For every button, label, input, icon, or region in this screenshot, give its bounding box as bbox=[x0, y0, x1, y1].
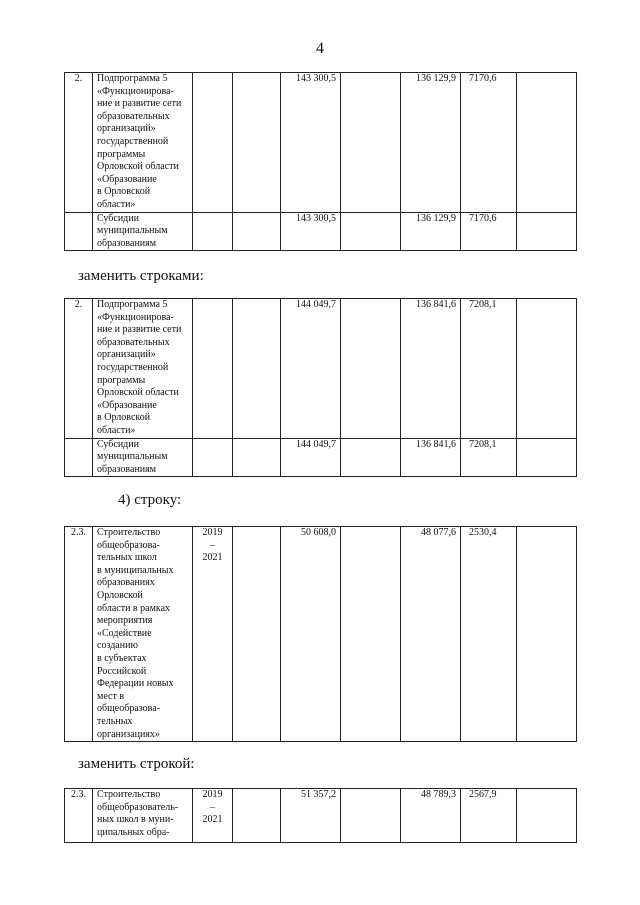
table-cell bbox=[233, 73, 281, 213]
row-description: Подпрограмма 5 «Функционирова- ние и развитие сети образовательных организаций» государственной программы Орловской области «Образование в Орловской области» bbox=[93, 73, 193, 213]
row-number: 2.3. bbox=[65, 527, 93, 742]
table-cell bbox=[233, 438, 281, 477]
municipal-amount: 7208,1 bbox=[461, 299, 517, 439]
table-cell bbox=[517, 527, 577, 742]
table-cell bbox=[233, 527, 281, 742]
row-number: 2. bbox=[65, 73, 93, 213]
regional-amount: 136 129,9 bbox=[401, 73, 461, 213]
table-row bbox=[65, 212, 577, 251]
row-description: Субсидии муниципальным образованиям bbox=[93, 438, 193, 477]
table-cell bbox=[517, 789, 577, 843]
row-period: 2019 – 2021 bbox=[193, 527, 233, 742]
total-amount: 50 608,0 bbox=[281, 527, 341, 742]
table-cell bbox=[517, 73, 577, 213]
table-cell bbox=[341, 527, 401, 742]
table-cell bbox=[341, 73, 401, 213]
table-row bbox=[65, 438, 577, 477]
table-cell bbox=[233, 299, 281, 439]
municipal-amount: 7208,1 bbox=[461, 438, 517, 477]
total-amount: 144 049,7 bbox=[281, 299, 341, 439]
row-number bbox=[65, 212, 93, 251]
row-number bbox=[65, 438, 93, 477]
municipal-amount: 7170,6 bbox=[461, 73, 517, 213]
row-description: Строительство общеобразователь- ных школ в муни- ципальных обра- bbox=[93, 789, 193, 843]
table-cell bbox=[341, 212, 401, 251]
row-description: Строительство общеобразова- тельных школ в муниципальных образованиях Орловской области в рамках мероприятия «Содействие созданию в субъектах Российской Федерации новых мест в общеобразова- тельных организациях» bbox=[93, 527, 193, 742]
table-cell bbox=[341, 299, 401, 439]
budget-table-4 bbox=[64, 788, 577, 843]
regional-amount: 48 077,6 bbox=[401, 527, 461, 742]
table-row bbox=[65, 789, 577, 843]
row-period: 2019 – 2021 bbox=[193, 789, 233, 843]
instruction-replace-rows: заменить строками: bbox=[78, 268, 204, 284]
regional-amount: 136 841,6 bbox=[401, 438, 461, 477]
page-number: 4 bbox=[316, 40, 324, 57]
row-description: Подпрограмма 5 «Функционирова- ние и развитие сети образовательных организаций» государственной программы Орловской области «Образование в Орловской области» bbox=[93, 299, 193, 439]
table-row bbox=[65, 527, 577, 742]
budget-table-2 bbox=[64, 298, 577, 477]
row-period bbox=[193, 299, 233, 439]
table-cell bbox=[517, 299, 577, 439]
table-cell bbox=[517, 212, 577, 251]
regional-amount: 48 789,3 bbox=[401, 789, 461, 843]
regional-amount: 136 129,9 bbox=[401, 212, 461, 251]
municipal-amount: 7170,6 bbox=[461, 212, 517, 251]
row-period bbox=[193, 438, 233, 477]
budget-table-3 bbox=[64, 526, 577, 742]
row-number: 2. bbox=[65, 299, 93, 439]
table-cell bbox=[341, 438, 401, 477]
table-cell bbox=[233, 789, 281, 843]
municipal-amount: 2567,9 bbox=[461, 789, 517, 843]
total-amount: 51 357,2 bbox=[281, 789, 341, 843]
table-row bbox=[65, 73, 577, 213]
instruction-item-4: 4) строку: bbox=[118, 492, 182, 508]
total-amount: 144 049,7 bbox=[281, 438, 341, 477]
table-cell bbox=[233, 212, 281, 251]
table-cell bbox=[517, 438, 577, 477]
regional-amount: 136 841,6 bbox=[401, 299, 461, 439]
row-period bbox=[193, 73, 233, 213]
row-description: Субсидии муниципальным образованиям bbox=[93, 212, 193, 251]
total-amount: 143 300,5 bbox=[281, 212, 341, 251]
budget-table-1 bbox=[64, 72, 577, 251]
table-row bbox=[65, 299, 577, 439]
instruction-replace-row: заменить строкой: bbox=[78, 756, 195, 772]
table-cell bbox=[341, 789, 401, 843]
municipal-amount: 2530,4 bbox=[461, 527, 517, 742]
row-period bbox=[193, 212, 233, 251]
total-amount: 143 300,5 bbox=[281, 73, 341, 213]
row-number: 2.3. bbox=[65, 789, 93, 843]
